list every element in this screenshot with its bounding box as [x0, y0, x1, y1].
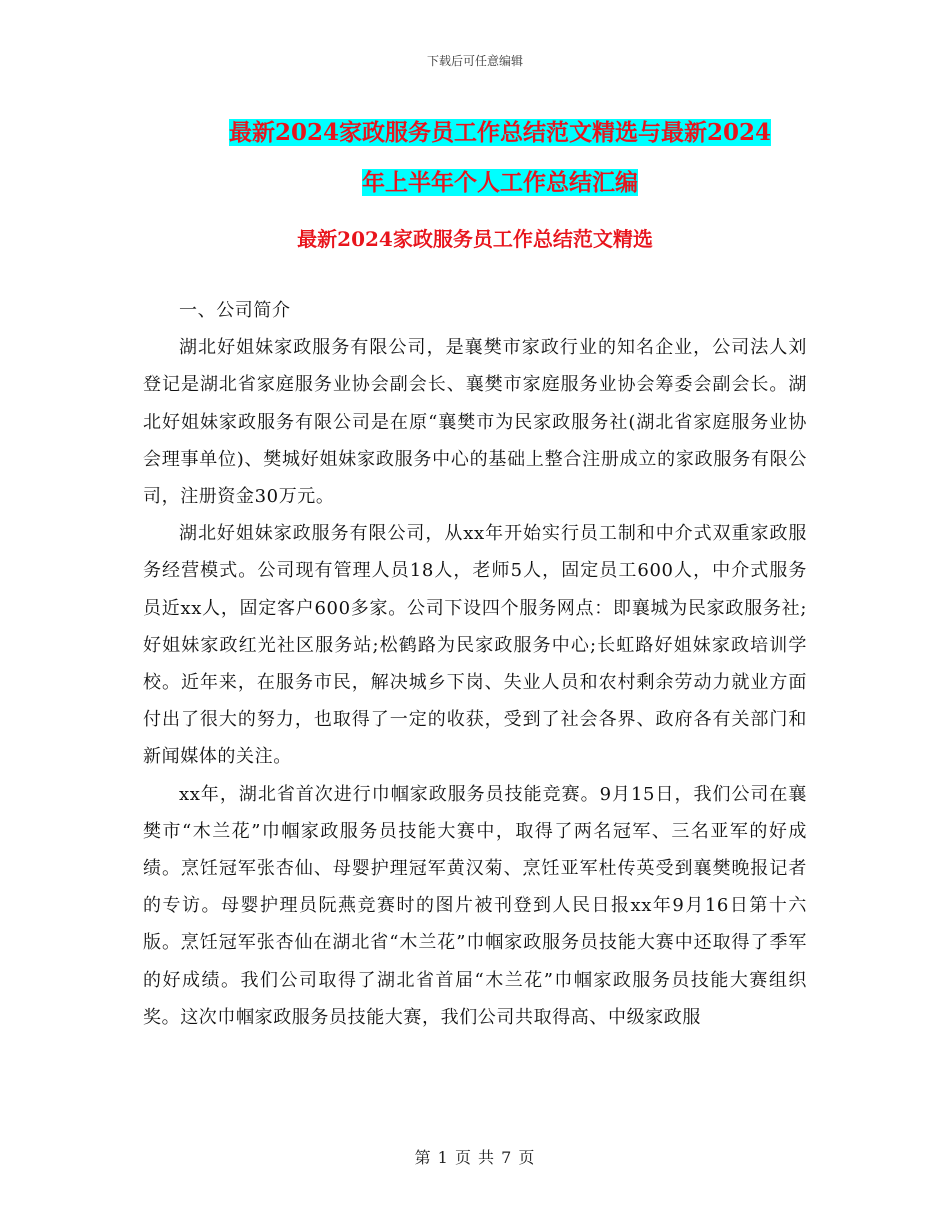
- document-body: [143, 292, 807, 1036]
- page-footer: 第 1 页 共 7 页: [414, 1148, 536, 1167]
- document-title-line-2: 年上半年个人工作总结汇编: [362, 169, 638, 196]
- paragraph-2: 湖北好姐妹家政服务有限公司，从xx年开始实行员工制和中介式双重家政服务经营模式。公司现有管理人员18人，老师5人，固定员工600人，中介式服务员近xx人，固定客户600多家。公司下设四个服务网点：即襄城为民家政服务社;好姐妹家政红光社区服务站;松鹤路为民家政服务中心;长虹路好姐妹家政培训学校。近年来，在服务市民，解决城乡下岗、失业人员和农村剩余劳动力就业方面付出了很大的努力，也取得了一定的收获，受到了社会各界、政府各有关部门和新闻媒体的关注。: [143, 523, 807, 768]
- document-title: [150, 108, 850, 208]
- paragraph-1: 湖北好姐妹家政服务有限公司，是襄樊市家政行业的知名企业，公司法人刘登记是湖北省家庭服务业协会副会长、襄樊市家庭服务业协会筹委会副会长。湖北好姐妹家政服务有限公司是在原“襄樊市为民家政服务社(湖北省家庭服务业协会理事单位)、樊城好姐妹家政服务中心的基础上整合注册成立的家政服务有限公司，注册资金30万元。: [143, 337, 807, 508]
- section-heading: 一、公司简介: [179, 300, 291, 321]
- paragraph-3: xx年，湖北省首次进行巾帼家政服务员技能竞赛。9月15日，我们公司在襄樊市“木兰花”巾帼家政服务员技能大赛中，取得了两名冠军、三名亚军的好成绩。烹饪冠军张杏仙、母婴护理冠军黄汉菊、烹饪亚军杜传英受到襄樊晚报记者的专访。母婴护理员阮燕竞赛时的图片被刊登到人民日报xx年9月16日第十六版。烹饪冠军张杏仙在湖北省“木兰花”巾帼家政服务员技能大赛中还取得了季军的好成绩。我们公司取得了湖北省首届“木兰花”巾帼家政服务员技能大赛组织奖。这次巾帼家政服务员技能大赛，我们公司共取得高、中级家政服: [143, 783, 807, 1028]
- page-header: 下载后可任意编辑: [426, 54, 523, 68]
- section-title: 最新2024家政服务员工作总结范文精选: [297, 227, 653, 251]
- document-title-line-1: 最新2024家政服务员工作总结范文精选与最新2024: [228, 119, 772, 146]
